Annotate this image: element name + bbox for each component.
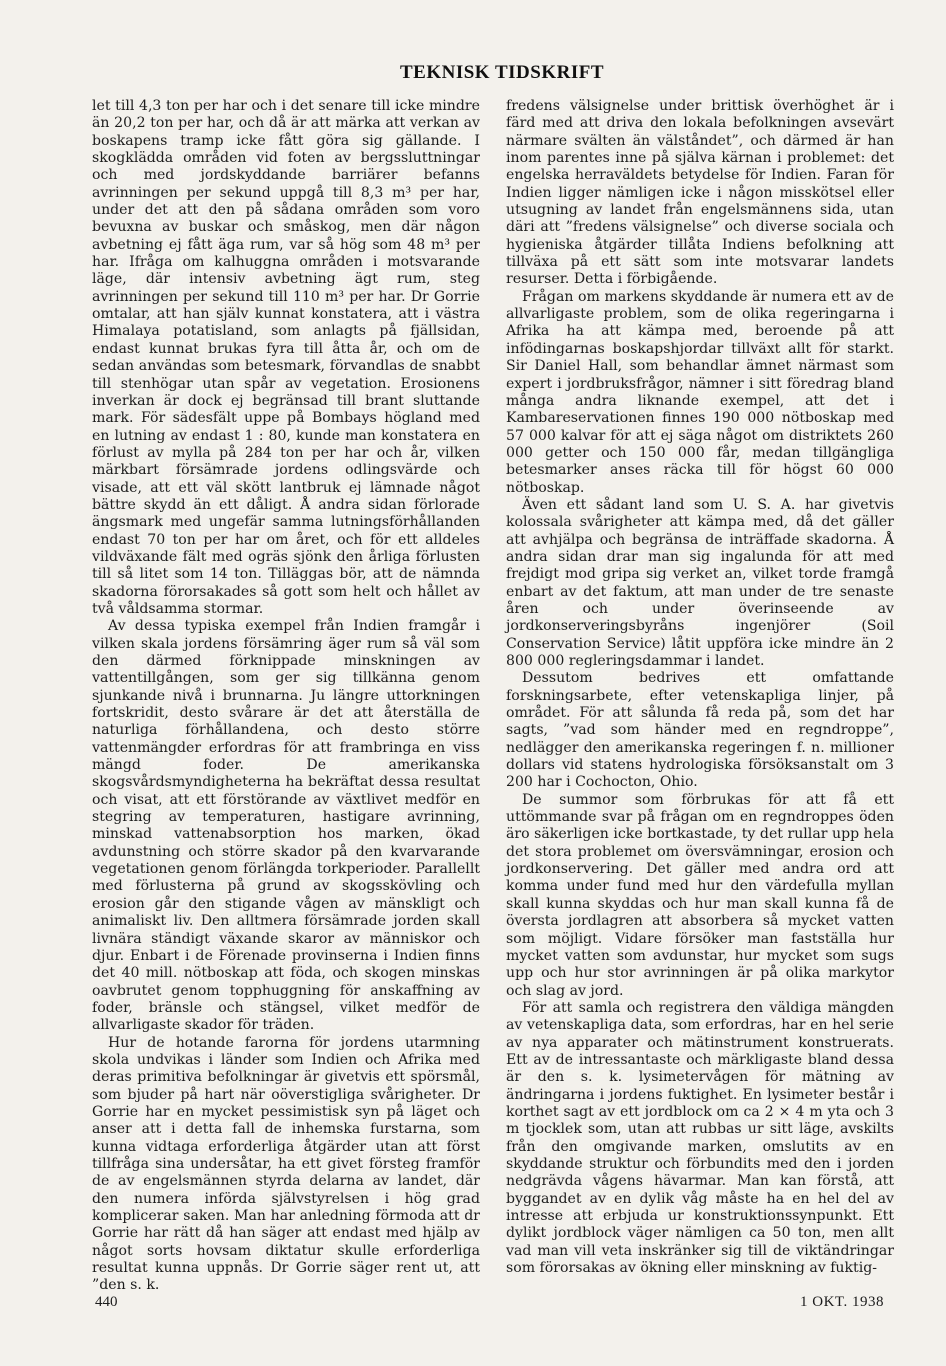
left-column [92, 98, 480, 1295]
paragraph: De summor som förbrukas för att få ett uttömmande svar på frågan om en regndroppes öden äro säkerligen icke bortkastade, ty det rullar upp hela det stora problemet om översvämningar, erosion och jordkonservering. Det gäller med andra ord att komma under fund med hur den värdefulla myllan skall kunna skyddas och hur man skall kunna få de översta jordlagren att absorbera så mycket vatten som möjligt. Vidare försöker man fastställa hur mycket vatten som avdunstar, hur mycket som sugs upp och hur stor avrinningen är på olika markytor och slag av jord. [506, 791, 894, 999]
paragraph: Frågan om markens skyddande är numera ett av de allvarligaste problem, som de olika regeringarna i Afrika ha att kämpa med, beroende på att infödingarnas boskapshjordar tillväxt allt för starkt. Sir Daniel Hall, som behandlar ämnet närmast som expert i jordbruksfrågor, nämner i sitt föredrag bland många andra liknande exempel, att det i Kambareservationen finnes 190 000 nötboskap med 57 000 kalvar för att ej säga något om distriktets 260 000 getter och 150 000 får, medan tillgängliga betesmarker anses räcka till för högst 60 000 nötboskap. [506, 288, 894, 496]
right-column [506, 98, 894, 1277]
paragraph: För att samla och registrera den väldiga mängden av vetenskapliga data, som erfordras, har en hel serie av nya apparater och mätinstrument konstruerats. Ett av de intressantaste och märkligaste bland dessa är den s. k. lysimetervågen för mätning av ändringarna i jordens fuktighet. En lysimeter består i korthet sagt av ett jordblock om ca 2 × 4 m yta och 3 m tjocklek som, utan att rubbas ur sitt läge, avskilts från den omgivande marken, omslutits av en skyddande struktur och förbundits med den i jorden nedgrävda vågens hävarmar. Man kan förstå, att byggandet av en dylik våg måste ha en hel del av intresse att erbjuda ur konstruktionssynpunkt. Ett dylikt jordblock väger nämligen ca 50 ton, men allt vad man vill veta inskränker sig till de viktändringar som förorsakas av ökning eller minskning av fuktig- [506, 999, 894, 1277]
issue-date: 1 OKT. 1938 [800, 1294, 884, 1310]
paragraph: fredens välsignelse under brittisk överhöghet är i färd med att driva den lokala befolkningen avsevärt närmare svälten än välståndet”, och därmed är han inom parentes inne på själva kärnan i problemet: det engelska herraväldets betydelse för Indien. Faran för Indien ligger nämligen icke i någon misskötsel eller utsugning av landet från engelsmännens sida, utan däri att ”fredens välsignelse” och diverse sociala och hygieniska åtgärder tillåta Indiens befolkning att tillväxa på ett sätt som inte motsvarar landets resurser. Detta i förbigående. [506, 98, 894, 288]
journal-title: TEKNISK TIDSKRIFT [400, 62, 605, 83]
paragraph: Dessutom bedrives ett omfattande forskningsarbete, efter vetenskapliga linjer, på området. För att sålunda få reda på, som det har sagts, ”vad som händer med en regndroppe”, nedlägger den amerikanska regeringen f. n. millioner dollars vid statens hydrologiska försöksanstalt om 3 200 har i Cochocton, Ohio. [506, 670, 894, 791]
paragraph: Även ett sådant land som U. S. A. har givetvis kolossala svårigheter att kämpa med, då det gäller att avhjälpa och begränsa de inträffade skadorna. Å andra sidan drar man sig ingalunda för att med frejdigt mod gripa sig verket an, vilket torde framgå enbart av det faktum, att man under de tre senaste åren och under överinseende av jordkonserveringsbyråns ingenjörer (Soil Conservation Service) låtit uppföra icke mindre än 2 800 000 regleringsdammar i landet. [506, 496, 894, 669]
paragraph: let till 4,3 ton per har och i det senare till icke mindre än 20,2 ton per har, och då är att märka att verkan av boskapens tramp icke fått göra sig gällande. I skogklädda områden vid foten av bergssluttningar och med jordskyddande barriärer befanns avrinningen per sekund uppgå till 8,3 m³ per har, under det att den på sådana områden som voro bevuxna av buskar och småskog, men där någon avbetning ej fått äga rum, var så hög som 48 m³ per har. Ifråga om kalhuggna områden i motsvarande läge, där intensiv avbetning ägt rum, steg avrinningen per sekund till 110 m³ per har. Dr Gorrie omtalar, att han själv kunnat konstatera, att i västra Himalaya potatisland, som anlagts på fjällsidan, endast kunnat brukas fyra till åtta år, och om de sedan användas som betesmark, förvandlas de snabbt till stenhögar utan spår av vegetation. Erosionens inverkan är dock ej begränsad till brant sluttande mark. För sädesfält uppe på Bombays högland med en lutning av endast 1 : 80, kunde man konstatera en förlust av mylla på 284 ton per har och år, vilken märkbart försämrade jordens odlingsvärde och visade, att ett väl skött lantbruk ej lämnade något bättre skydd än ett dåligt. Å andra sidan förlorade ängsmark med ungefär samma lutningsförhållanden endast 70 ton per har om året, och för ett alldeles vildväxande fält med ogräs sjönk den årliga förlusten till så litet som 14 ton. Tilläggas bör, att de nämnda skadorna förorsakades så gott som helt och hållet av två våldsamma stormar. [92, 98, 480, 617]
page-number: 440 [95, 1294, 118, 1310]
paragraph: Hur de hotande farorna för jordens utarmning skola undvikas i länder som Indien och Afrika med deras primitiva befolkningar är givetvis ett spörsmål, som bjuder på hart när oöverstigliga svårigheter. Dr Gorrie har en mycket pessimistisk syn på läget och anser att i detta fall de inhemska furstarna, som kunna vidtaga erforderliga åtgärder utan att först tillfråga sina undersåtar, ha ett givet försteg framför de av engelsmännen styrda delarna av landet, där den numera införda självstyrelsen i hög grad komplicerar saken. Man har anledning förmoda att dr Gorrie har rätt då han säger att endast med hjälp av något sorts hovsam diktatur skulle erforderliga resultat kunna uppnås. Dr Gorrie säger rent ut, att ”den s. k. [92, 1034, 480, 1294]
paragraph: Av dessa typiska exempel från Indien framgår i vilken skala jordens försämring äger rum så väl som den därmed förknippade minskningen av vattentillgången, som ger sig tillkänna genom sjunkande nivå i brunnarna. Ju längre uttorkningen fortskridit, desto svårare är det att återställa de naturliga förhållandena, och desto större vattenmängder erfordras för att frambringa en viss mängd foder. De amerikanska skogsvårdsmyndigheterna ha bekräftat dessa resultat och visat, att ett förstörande av växtlivet medför en stegring av temperaturen, hastigare avrinning, minskad vattenabsorption hos marken, ökad avdunstning och större skador på den kvarvarande vegetationen genom förlängda torkperioder. Parallellt med förlusterna på grund av skogsskövling och erosion går den stigande vågen av mänskligt och animaliskt liv. Den alltmera försämrade jorden skall livnära ständigt växande skaror av människor och djur. Enbart i de Förenade provinserna i Indien finns det 40 mill. nötboskap att föda, och skogen minskas oavbrutet genom topphuggning för anskaffning av foder, bränsle och stängsel, vilket medför de allvarligaste skador för träden. [92, 618, 480, 1034]
